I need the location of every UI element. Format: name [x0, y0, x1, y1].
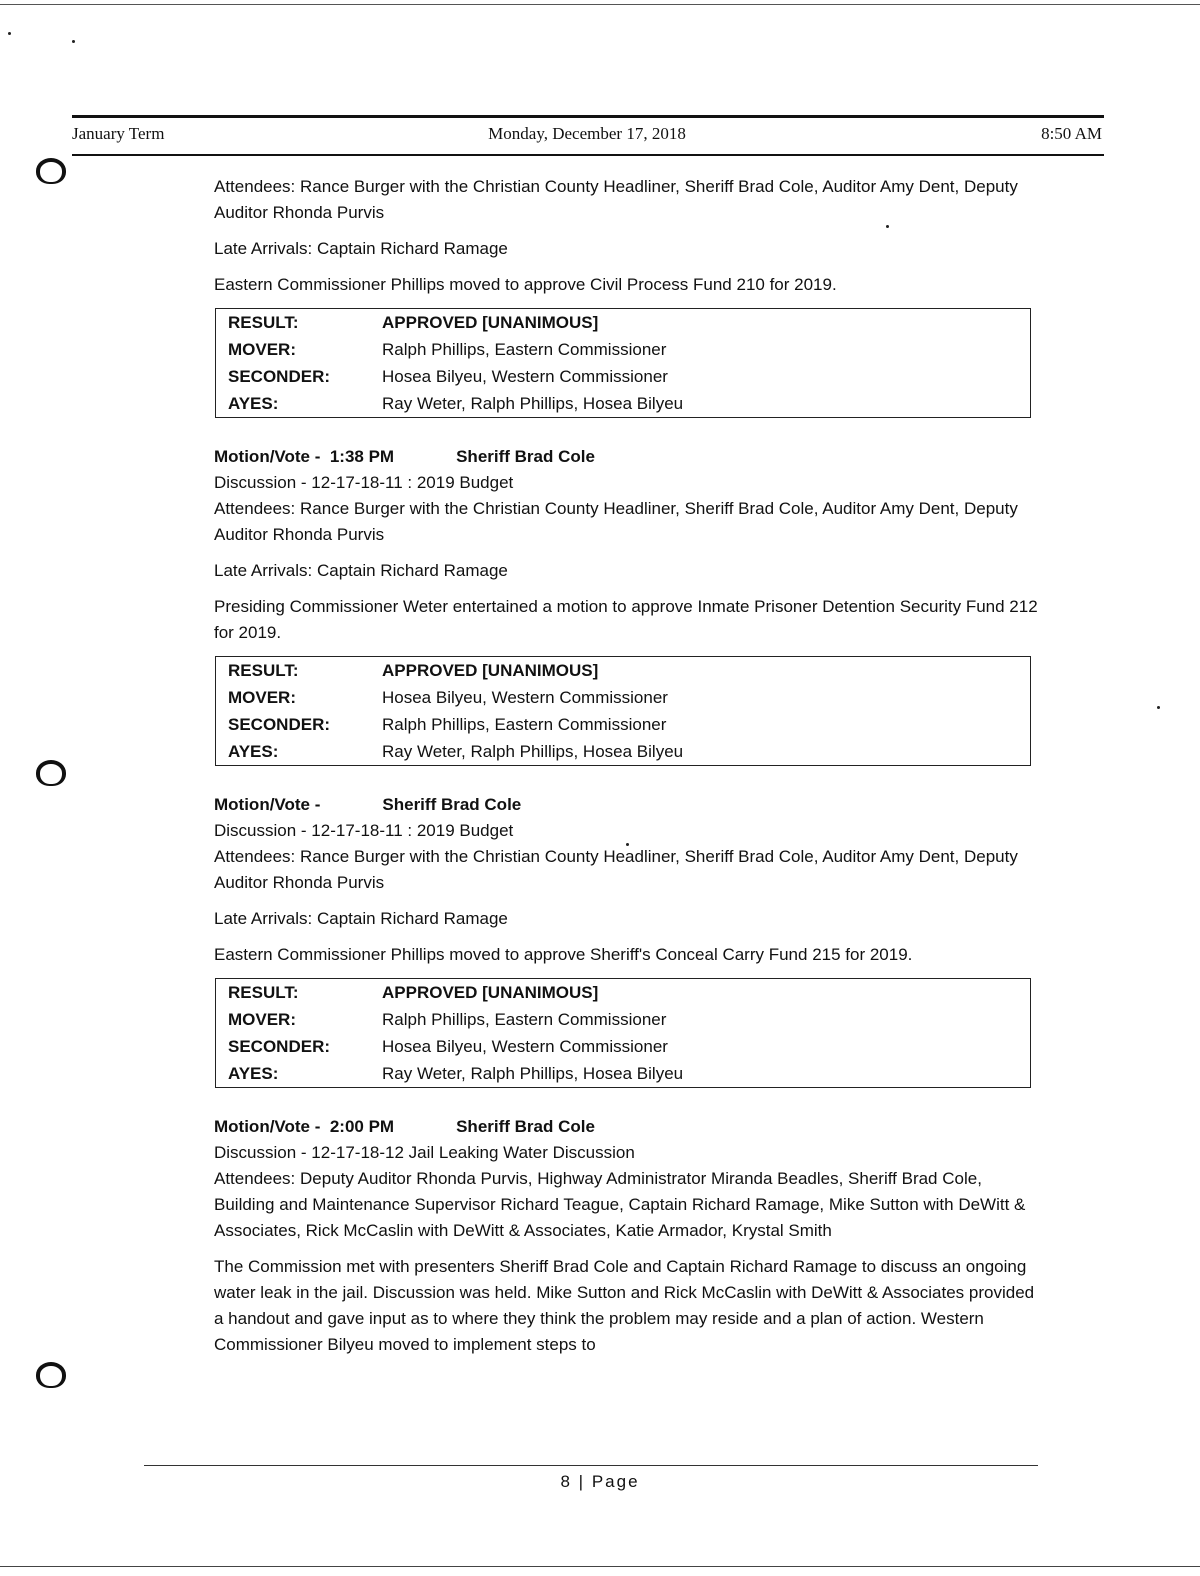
vote-value: Hosea Bilyeu, Western Commissioner — [382, 367, 668, 386]
motion-time: 1:38 PM — [329, 447, 395, 466]
attendees: Attendees: Rance Burger with the Christian County Headliner, Sheriff Brad Cole, Auditor Amy Dent, Deputy Auditor Rhonda Purvis — [214, 177, 1018, 222]
header-term: January Term — [72, 124, 165, 143]
vote-value: APPROVED [UNANIMOUS] — [382, 983, 599, 1002]
vote-value: Ray Weter, Ralph Phillips, Hosea Bilyeu — [382, 394, 684, 413]
vote-value: Hosea Bilyeu, Western Commissioner — [382, 688, 668, 707]
vote-value: Hosea Bilyeu, Western Commissioner — [382, 1037, 668, 1056]
presenter: Sheriff Brad Cole — [382, 795, 522, 814]
header-rule — [72, 115, 1104, 118]
vote-label: AYES: — [228, 394, 279, 413]
scan-speck — [72, 40, 75, 43]
vote-value: Ralph Phillips, Eastern Commissioner — [382, 715, 667, 734]
vote-label: AYES: — [228, 1064, 279, 1083]
vote-row-ayes — [216, 738, 1031, 766]
vote-table — [215, 308, 1031, 418]
page-number: 8 — [560, 1472, 572, 1491]
attendees: Attendees: Rance Burger with the Christian County Headliner, Sheriff Brad Cole, Auditor Amy Dent, Deputy Auditor Rhonda Purvis — [214, 847, 1018, 892]
motion-heading — [214, 1114, 1044, 1140]
punch-hole-icon — [36, 158, 66, 184]
page-separator: | — [578, 1472, 586, 1491]
vote-row-mover — [216, 1006, 1031, 1033]
punch-hole-icon — [36, 1362, 66, 1388]
scan-top-edge — [0, 4, 1200, 5]
vote-row-result — [216, 657, 1031, 685]
discussion-line: Discussion - 12-17-18-11 : 2019 Budget — [214, 473, 514, 492]
vote-value: Ralph Phillips, Eastern Commissioner — [382, 340, 667, 359]
scan-bottom-edge — [0, 1566, 1200, 1567]
vote-label: RESULT: — [228, 313, 299, 332]
motion-label: Motion/Vote - — [214, 795, 321, 814]
motion-heading — [214, 444, 1044, 470]
vote-label: SECONDER: — [228, 1037, 331, 1056]
punch-hole-icon — [36, 760, 66, 786]
discussion-line: Discussion - 12-17-18-12 Jail Leaking Water Discussion — [214, 1143, 635, 1162]
vote-row-seconder — [216, 711, 1031, 738]
attendees: Attendees: Deputy Auditor Rhonda Purvis, Highway Administrator Miranda Beadles, Sheriff Brad Cole, Building and Maintenance Supervisor Richard Teague, Captain Richard Ramage, Mike Sutton with DeWitt & Associates, Rick McCaslin with DeWitt & Associates, Katie Armador, Krystal Smith — [214, 1169, 1026, 1240]
motion-text: Presiding Commissioner Weter entertained a motion to approve Inmate Prisoner Detention Security Fund 212 for 2019. — [214, 597, 1038, 642]
vote-row-result — [216, 979, 1031, 1007]
vote-row-ayes — [216, 390, 1031, 418]
late-arrivals: Late Arrivals: Captain Richard Ramage — [214, 239, 508, 258]
discussion-line: Discussion - 12-17-18-11 : 2019 Budget — [214, 821, 514, 840]
vote-value: Ralph Phillips, Eastern Commissioner — [382, 1010, 667, 1029]
header-rule — [72, 154, 1104, 156]
scan-speck — [8, 32, 11, 35]
vote-value: Ray Weter, Ralph Phillips, Hosea Bilyeu — [382, 1064, 684, 1083]
vote-label: MOVER: — [228, 688, 296, 707]
vote-row-ayes — [216, 1060, 1031, 1088]
vote-label: MOVER: — [228, 340, 296, 359]
late-arrivals: Late Arrivals: Captain Richard Ramage — [214, 561, 508, 580]
attendees: Attendees: Rance Burger with the Christian County Headliner, Sheriff Brad Cole, Auditor Amy Dent, Deputy Auditor Rhonda Purvis — [214, 499, 1018, 544]
vote-value: Ray Weter, Ralph Phillips, Hosea Bilyeu — [382, 742, 684, 761]
minutes-section — [214, 444, 1044, 766]
motion-text: Eastern Commissioner Phillips moved to approve Sheriff's Conceal Carry Fund 215 for 2019. — [214, 945, 913, 964]
vote-value: APPROVED [UNANIMOUS] — [382, 313, 599, 332]
vote-row-seconder — [216, 1033, 1031, 1060]
vote-row-mover — [216, 684, 1031, 711]
page-footer — [0, 1472, 1200, 1492]
vote-row-result — [216, 309, 1031, 337]
vote-label: MOVER: — [228, 1010, 296, 1029]
presenter: Sheriff Brad Cole — [456, 1117, 595, 1136]
vote-table — [215, 656, 1031, 766]
motion-text: Eastern Commissioner Phillips moved to approve Civil Process Fund 210 for 2019. — [214, 275, 837, 294]
vote-table — [215, 978, 1031, 1088]
footer-rule — [144, 1465, 1038, 1466]
presenter: Sheriff Brad Cole — [456, 447, 595, 466]
page-header — [72, 124, 1102, 148]
late-arrivals: Late Arrivals: Captain Richard Ramage — [214, 909, 508, 928]
vote-label: AYES: — [228, 742, 279, 761]
minutes-section — [214, 792, 1044, 1088]
vote-label: SECONDER: — [228, 367, 331, 386]
discussion-body: The Commission met with presenters Sheriff Brad Cole and Captain Richard Ramage to discuss an ongoing water leak in the jail. Discussion was held. Mike Sutton and Rick McCaslin with DeWitt & Associates provided a handout and gave input as to where they think the problem may reside and a plan of action. Western Commissioner Bilyeu moved to implement steps to — [214, 1257, 1035, 1354]
vote-label: RESULT: — [228, 661, 299, 680]
vote-value: APPROVED [UNANIMOUS] — [382, 661, 599, 680]
motion-time: 2:00 PM — [329, 1117, 395, 1136]
header-time: 8:50 AM — [1041, 124, 1102, 143]
minutes-section — [214, 174, 1044, 418]
vote-row-mover — [216, 336, 1031, 363]
minutes-section — [214, 1114, 1044, 1358]
header-date: Monday, December 17, 2018 — [488, 124, 686, 143]
vote-row-seconder — [216, 363, 1031, 390]
motion-label: Motion/Vote - — [214, 1117, 321, 1136]
minutes-body — [214, 174, 1044, 1368]
vote-label: RESULT: — [228, 983, 299, 1002]
page-word: Page — [591, 1472, 640, 1491]
vote-label: SECONDER: — [228, 715, 331, 734]
scan-speck — [1157, 706, 1160, 709]
motion-label: Motion/Vote - — [214, 447, 321, 466]
motion-heading — [214, 792, 1044, 818]
